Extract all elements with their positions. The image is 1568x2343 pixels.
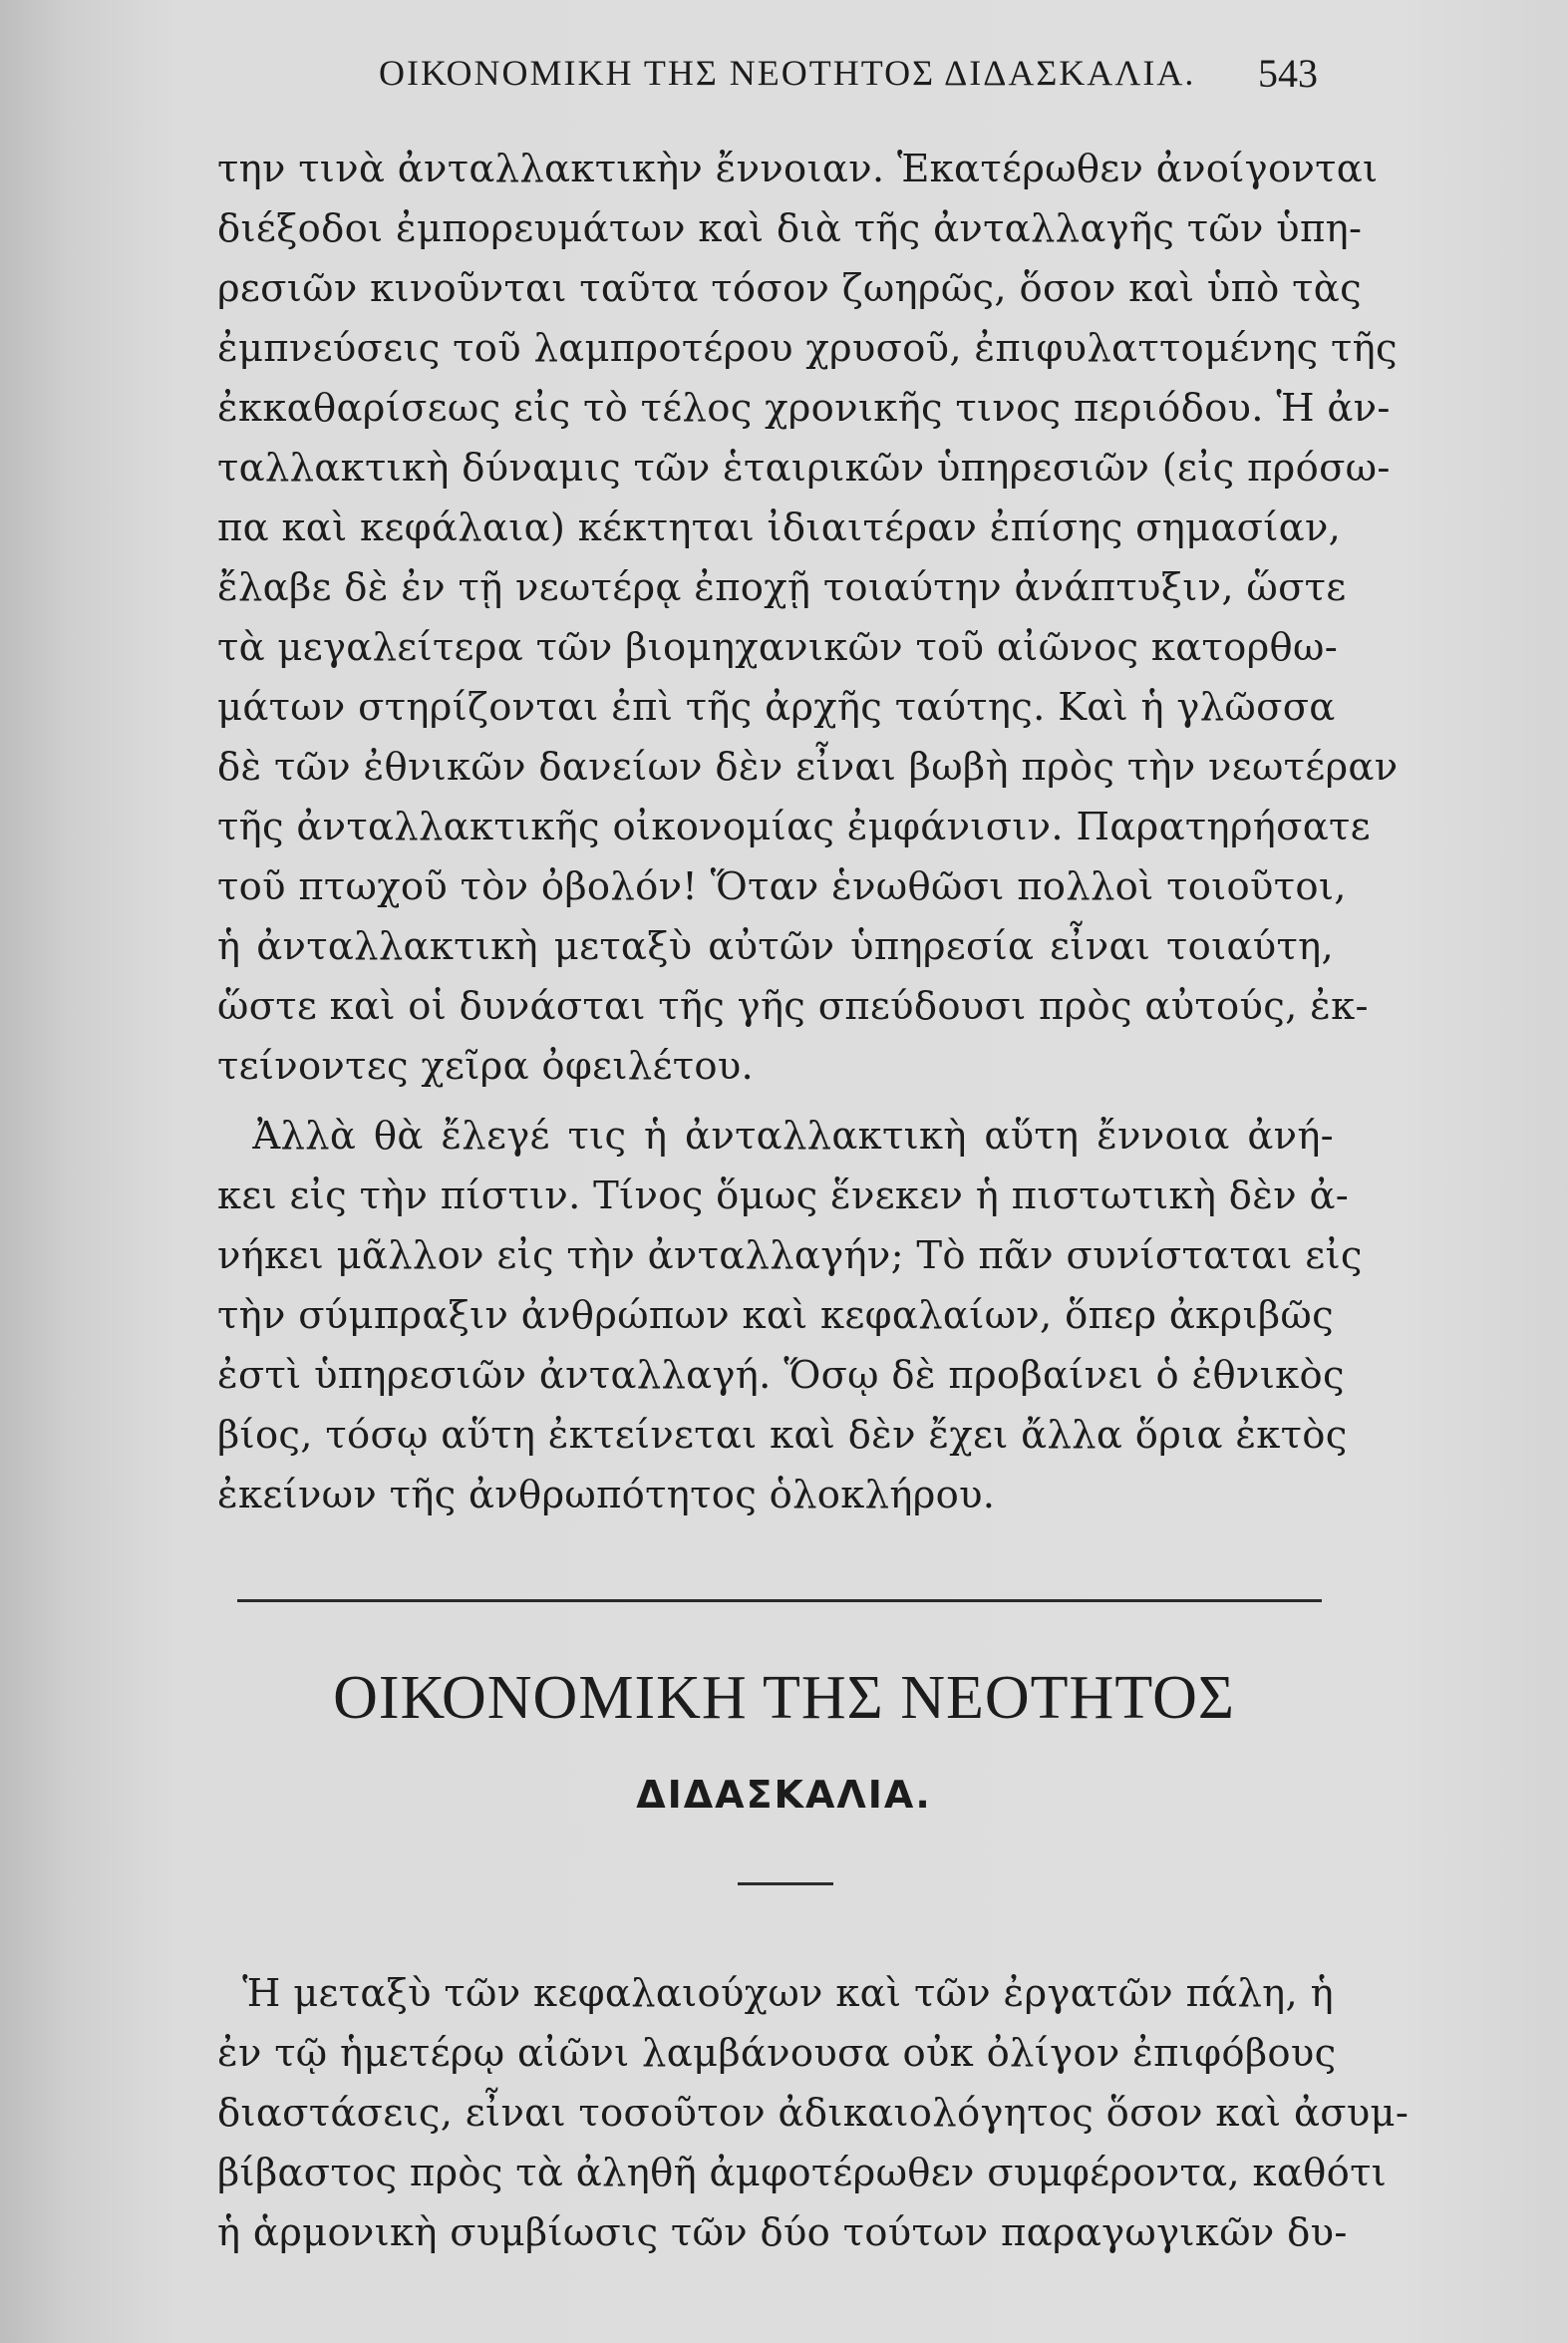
title-underline [738, 1882, 833, 1885]
text-line: ἐκείνων τῆς ἀνθρωπότητος ὁλοκλήρου. [217, 1473, 996, 1517]
text-line: μάτων στηρίζονται ἐπὶ τῆς ἀρχῆς ταύτης. Καὶ ἡ γλῶσσα [217, 685, 1336, 730]
text-line: ἐστὶ ὑπηρεσιῶν ἀνταλλαγή. Ὅσῳ δὲ προβαίνει ὁ ἐθνικὸς [217, 1353, 1345, 1398]
page-number: 543 [1258, 51, 1318, 96]
text-line: τῆς ἀνταλλακτικῆς οἰκονομίας ἐμφάνισιν. Παρατηρήσατε [217, 805, 1371, 849]
text-line: την τινὰ ἀνταλλακτικὴν ἔννοιαν. Ἑκατέρωθεν ἀνοίγονται [217, 147, 1379, 191]
text-line: ἡ ἀνταλλακτικὴ μεταξὺ αὐτῶν ὑπηρεσία εἶναι τοιαύτη, [217, 924, 1334, 969]
text-line: νήκει μᾶλλον εἰς τὴν ἀνταλλαγήν; Τὸ πᾶν συνίσταται εἰς [217, 1233, 1363, 1278]
text-line: ὥστε καὶ οἱ δυνάσται τῆς γῆς σπεύδουσι πρὸς αὐτούς, ἐκ- [217, 984, 1369, 1029]
section-divider [237, 1599, 1322, 1602]
chapter-subtitle: ΔΙΔΑΣΚΑΛΙΑ. [636, 1773, 932, 1817]
text-line: τοῦ πτωχοῦ τὸν ὀβολόν! Ὅταν ἑνωθῶσι πολλοὶ τοιοῦτοι, [217, 864, 1347, 909]
text-line: ἐν τῷ ἡμετέρῳ αἰῶνι λαμβάνουσα οὐκ ὀλίγον ἐπιφόβους [217, 2031, 1337, 2076]
text-line: διέξοδοι ἐμπορευμάτων καὶ διὰ τῆς ἀνταλλαγῆς τῶν ὑπη- [217, 206, 1363, 251]
text-line: δὲ τῶν ἐθνικῶν δανείων δὲν εἶναι βωβὴ πρὸς τὴν νεωτέραν [217, 745, 1399, 790]
text-line: ἡ ἁρμονικὴ συμβίωσις τῶν δύο τούτων παραγωγικῶν δυ- [217, 2210, 1348, 2255]
text-line: Ἡ μεταξὺ τῶν κεφαλαιούχων καὶ τῶν ἐργατῶν πάλη, ἡ [217, 1971, 1334, 2016]
text-line: τείνοντες χεῖρα ὀφειλέτου. [217, 1044, 755, 1089]
text-line: τὴν σύμπραξιν ἀνθρώπων καὶ κεφαλαίων, ὅπερ ἀκριβῶς [217, 1293, 1334, 1338]
chapter-title: ΟΙΚΟΝΟΜΙΚΗ ΤΗΣ ΝΕΟΤΗΤΟΣ [333, 1664, 1235, 1732]
running-head: ΟΙΚΟΝΟΜΙΚΗ ΤΗΣ ΝΕΟΤΗΤΟΣ ΔΙΔΑΣΚΑΛΙΑ. [379, 53, 1196, 93]
text-line: ἐκκαθαρίσεως εἰς τὸ τέλος χρονικῆς τινος περιόδου. Ἡ ἀν- [217, 386, 1391, 431]
text-line: ρεσιῶν κινοῦνται ταῦτα τόσον ζωηρῶς, ὅσον καὶ ὑπὸ τὰς [217, 266, 1362, 311]
text-line: κει εἰς τὴν πίστιν. Τίνος ὅμως ἕνεκεν ἡ πιστωτικὴ δὲν ἀ- [217, 1173, 1350, 1218]
text-line: τὰ μεγαλείτερα τῶν βιομηχανικῶν τοῦ αἰῶνος κατορθω- [217, 625, 1338, 670]
text-line: ἔλαβε δὲ ἐν τῇ νεωτέρᾳ ἐποχῇ τοιαύτην ἀνάπτυξιν, ὥστε [217, 565, 1347, 610]
text-line: διαστάσεις, εἶναι τοσοῦτον ἀδικαιολόγητος ὅσον καὶ ἀσυμ- [217, 2091, 1410, 2136]
text-line: Ἀλλὰ θὰ ἔλεγέ τις ἡ ἀνταλλακτικὴ αὕτη ἔννοια ἀνή- [217, 1114, 1334, 1159]
text-line: βίβαστος πρὸς τὰ ἀληθῆ ἀμφοτέρωθεν συμφέροντα, καθότι [217, 2151, 1388, 2195]
text-line: ταλλακτικὴ δύναμις τῶν ἑταιρικῶν ὑπηρεσιῶν (εἰς πρόσω- [217, 446, 1391, 491]
text-line: πα καὶ κεφάλαια) κέκτηται ἰδιαιτέραν ἐπίσης σημασίαν, [217, 505, 1342, 550]
text-line: βίος, τόσῳ αὕτη ἐκτείνεται καὶ δὲν ἔχει ἄλλα ὅρια ἐκτὸς [217, 1413, 1348, 1458]
text-line: ἐμπνεύσεις τοῦ λαμπροτέρου χρυσοῦ, ἐπιφυλαττομένης τῆς [217, 326, 1398, 371]
